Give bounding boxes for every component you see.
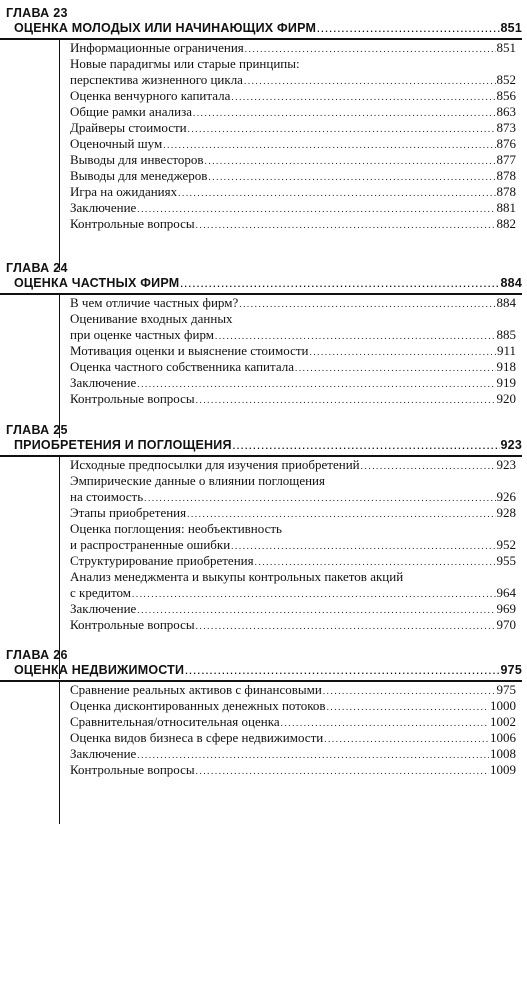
entry-page-number: 1009 <box>490 762 516 777</box>
entry-title: Исходные предпосылки для изучения приобретений <box>70 457 360 472</box>
dot-leader <box>231 89 495 105</box>
entry-page-number: 852 <box>496 72 516 87</box>
chapter-vertical-rule <box>59 457 60 679</box>
toc-entry[interactable] <box>70 168 516 184</box>
entry-page-number: 920 <box>496 391 516 406</box>
dot-leader <box>178 185 495 201</box>
entry-title: на стоимость <box>70 489 144 504</box>
entry-title: Оценивание входных данных <box>70 311 233 326</box>
toc-entry[interactable] <box>70 505 516 521</box>
dot-leader <box>231 538 495 554</box>
dot-leader <box>245 41 496 57</box>
dot-leader <box>205 153 496 169</box>
toc-entry[interactable] <box>70 553 516 569</box>
entry-page-number: 970 <box>496 617 516 632</box>
dot-leader <box>281 715 489 731</box>
dot-leader <box>180 279 499 289</box>
entry-page-number: 851 <box>496 40 516 55</box>
dot-leader <box>132 586 496 602</box>
entry-page-number: 955 <box>496 553 516 568</box>
chapter-page-number: 923 <box>500 438 522 452</box>
chapter-page-number: 884 <box>500 276 522 290</box>
toc-entry[interactable] <box>70 746 516 762</box>
entry-title: Заключение <box>70 746 137 761</box>
toc-entry[interactable] <box>70 714 516 730</box>
dot-leader <box>185 666 499 676</box>
dot-leader <box>361 458 496 474</box>
entry-list <box>70 682 516 778</box>
entry-title: Мотивация оценки и выяснение стоимости <box>70 343 309 358</box>
entry-page-number: 969 <box>496 601 516 616</box>
toc-entry[interactable] <box>70 104 516 120</box>
entry-page-number: 1000 <box>490 698 516 713</box>
toc-entry[interactable] <box>70 136 516 152</box>
entry-title: при оценке частных фирм <box>70 327 214 342</box>
chapter-label: ГЛАВА 25 <box>6 423 68 437</box>
entry-title: Оценочный шум <box>70 136 163 151</box>
entry-title: Контрольные вопросы <box>70 617 195 632</box>
toc-entry[interactable] <box>70 216 516 232</box>
toc-entry[interactable] <box>70 375 516 391</box>
entry-title: Заключение <box>70 375 137 390</box>
entry-page-number: 1002 <box>490 714 516 729</box>
entry-title: Оценка видов бизнеса в сфере недвижимости <box>70 730 324 745</box>
toc-entry[interactable] <box>70 343 516 359</box>
entry-title: Оценка венчурного капитала <box>70 88 231 103</box>
chapter-label: ГЛАВА 26 <box>6 648 68 662</box>
toc-entry[interactable] <box>70 521 516 553</box>
dot-leader <box>324 731 489 747</box>
toc-entry[interactable] <box>70 698 516 714</box>
dot-leader <box>137 747 489 763</box>
entry-title: с кредитом <box>70 585 131 600</box>
toc-entry[interactable] <box>70 601 516 617</box>
entry-page-number: 923 <box>496 457 516 472</box>
dot-leader <box>196 217 496 233</box>
entry-title: Заключение <box>70 200 137 215</box>
entry-title: Информационные ограничения <box>70 40 244 55</box>
toc-entry[interactable] <box>70 457 516 473</box>
chapter-page-number: 851 <box>500 21 522 35</box>
entry-title: Контрольные вопросы <box>70 391 195 406</box>
entry-title: Контрольные вопросы <box>70 216 195 231</box>
entry-page-number: 884 <box>496 295 516 310</box>
dot-leader <box>244 73 496 89</box>
chapter-vertical-rule <box>59 40 60 270</box>
chapter-vertical-rule <box>59 295 60 438</box>
dot-leader <box>137 376 495 392</box>
entry-title: Контрольные вопросы <box>70 762 195 777</box>
entry-title: Драйверы стоимости <box>70 120 187 135</box>
entry-title: Заключение <box>70 601 137 616</box>
entry-title: Новые парадигмы или старые принципы: <box>70 56 300 71</box>
entry-title: Оценка частного собственника капитала <box>70 359 294 374</box>
dot-leader <box>196 618 496 634</box>
dot-leader <box>196 392 496 408</box>
toc-entry[interactable] <box>70 762 516 778</box>
dot-leader <box>196 763 489 779</box>
chapter-title-row[interactable] <box>0 21 522 40</box>
dot-leader <box>327 699 489 715</box>
dot-leader <box>188 121 496 137</box>
entry-page-number: 975 <box>496 682 516 697</box>
entry-page-number: 876 <box>496 136 516 151</box>
toc-entry[interactable] <box>70 152 516 168</box>
dot-leader <box>137 602 495 618</box>
entry-page-number: 911 <box>496 343 516 358</box>
entry-page-number: 1006 <box>490 730 516 745</box>
entry-page-number: 856 <box>496 88 516 103</box>
entry-title: Оценка поглощения: необъективность <box>70 521 282 536</box>
dot-leader <box>187 506 495 522</box>
dot-leader <box>163 137 495 153</box>
toc-entry[interactable] <box>70 359 516 375</box>
entry-page-number: 926 <box>496 489 516 504</box>
dot-leader <box>233 441 500 451</box>
toc-entry[interactable] <box>70 473 516 505</box>
entry-list <box>70 40 516 232</box>
toc-entry[interactable] <box>70 682 516 698</box>
entry-title: Эмпирические данные о влиянии поглощения <box>70 473 325 488</box>
entry-page-number: 919 <box>496 375 516 390</box>
entry-title: Анализ менеджмента и выкупы контрольных пакетов акций <box>70 569 404 584</box>
entry-title: Этапы приобретения <box>70 505 187 520</box>
chapter-title-row[interactable] <box>0 663 522 682</box>
entry-page-number: 928 <box>496 505 516 520</box>
entry-title: Игра на ожиданиях <box>70 184 178 199</box>
dot-leader <box>137 201 495 217</box>
chapter-page-number: 975 <box>500 663 522 677</box>
chapter-title-row[interactable] <box>0 276 522 295</box>
toc-entry[interactable] <box>70 730 516 746</box>
entry-title: перспектива жизненного цикла <box>70 72 243 87</box>
entry-page-number: 964 <box>496 585 516 600</box>
entry-title: Выводы для менеджеров <box>70 168 208 183</box>
chapter-title-row[interactable] <box>0 438 522 457</box>
dot-leader <box>193 105 496 121</box>
dot-leader <box>239 296 495 312</box>
entry-page-number: 918 <box>496 359 516 374</box>
toc-entry[interactable] <box>70 88 516 104</box>
entry-title: В чем отличие частных фирм? <box>70 295 239 310</box>
toc-entry[interactable] <box>70 391 516 407</box>
chapter-section <box>0 648 527 1002</box>
dot-leader <box>317 24 499 34</box>
dot-leader <box>208 169 495 185</box>
toc-entry[interactable] <box>70 56 516 88</box>
toc-entry[interactable] <box>70 311 516 343</box>
entry-page-number: 882 <box>496 216 516 231</box>
entry-title: Сравнение реальных активов с финансовыми <box>70 682 322 697</box>
entry-title: Общие рамки анализа <box>70 104 192 119</box>
entry-page-number: 863 <box>496 104 516 119</box>
chapter-title: ОЦЕНКА МОЛОДЫХ ИЛИ НАЧИНАЮЩИХ ФИРМ <box>14 21 317 35</box>
dot-leader <box>215 328 496 344</box>
entry-title: и распространенные ошибки <box>70 537 231 552</box>
toc-entry[interactable] <box>70 184 516 200</box>
entry-page-number: 873 <box>496 120 516 135</box>
chapter-vertical-rule <box>59 682 60 824</box>
chapter-title: ОЦЕНКА ЧАСТНЫХ ФИРМ <box>14 276 180 290</box>
entry-title: Сравнительная/относительная оценка <box>70 714 280 729</box>
entry-page-number: 881 <box>496 200 516 215</box>
toc-entry[interactable] <box>70 120 516 136</box>
entry-page-number: 952 <box>496 537 516 552</box>
entry-page-number: 1008 <box>490 746 516 761</box>
chapter-title: ПРИОБРЕТЕНИЯ И ПОГЛОЩЕНИЯ <box>14 438 232 452</box>
toc-entry[interactable] <box>70 569 516 601</box>
toc-entry[interactable] <box>70 295 516 311</box>
chapter-label: ГЛАВА 24 <box>6 261 68 275</box>
dot-leader <box>323 683 496 699</box>
toc-entry[interactable] <box>70 617 516 633</box>
entry-title: Структурирование приобретения <box>70 553 254 568</box>
entry-page-number: 878 <box>496 168 516 183</box>
entry-page-number: 885 <box>496 327 516 342</box>
entry-title: Выводы для инвесторов <box>70 152 204 167</box>
toc-entry[interactable] <box>70 40 516 56</box>
dot-leader <box>295 360 496 376</box>
entry-list <box>70 457 516 633</box>
chapter-label: ГЛАВА 23 <box>6 6 68 20</box>
toc-entry[interactable] <box>70 200 516 216</box>
dot-leader <box>144 490 495 506</box>
entry-page-number: 877 <box>496 152 516 167</box>
entry-list <box>70 295 516 407</box>
entry-title: Оценка дисконтированных денежных потоков <box>70 698 326 713</box>
entry-page-number: 878 <box>496 184 516 199</box>
chapter-title: ОЦЕНКА НЕДВИЖИМОСТИ <box>14 663 185 677</box>
dot-leader <box>309 344 495 360</box>
dot-leader <box>255 554 496 570</box>
